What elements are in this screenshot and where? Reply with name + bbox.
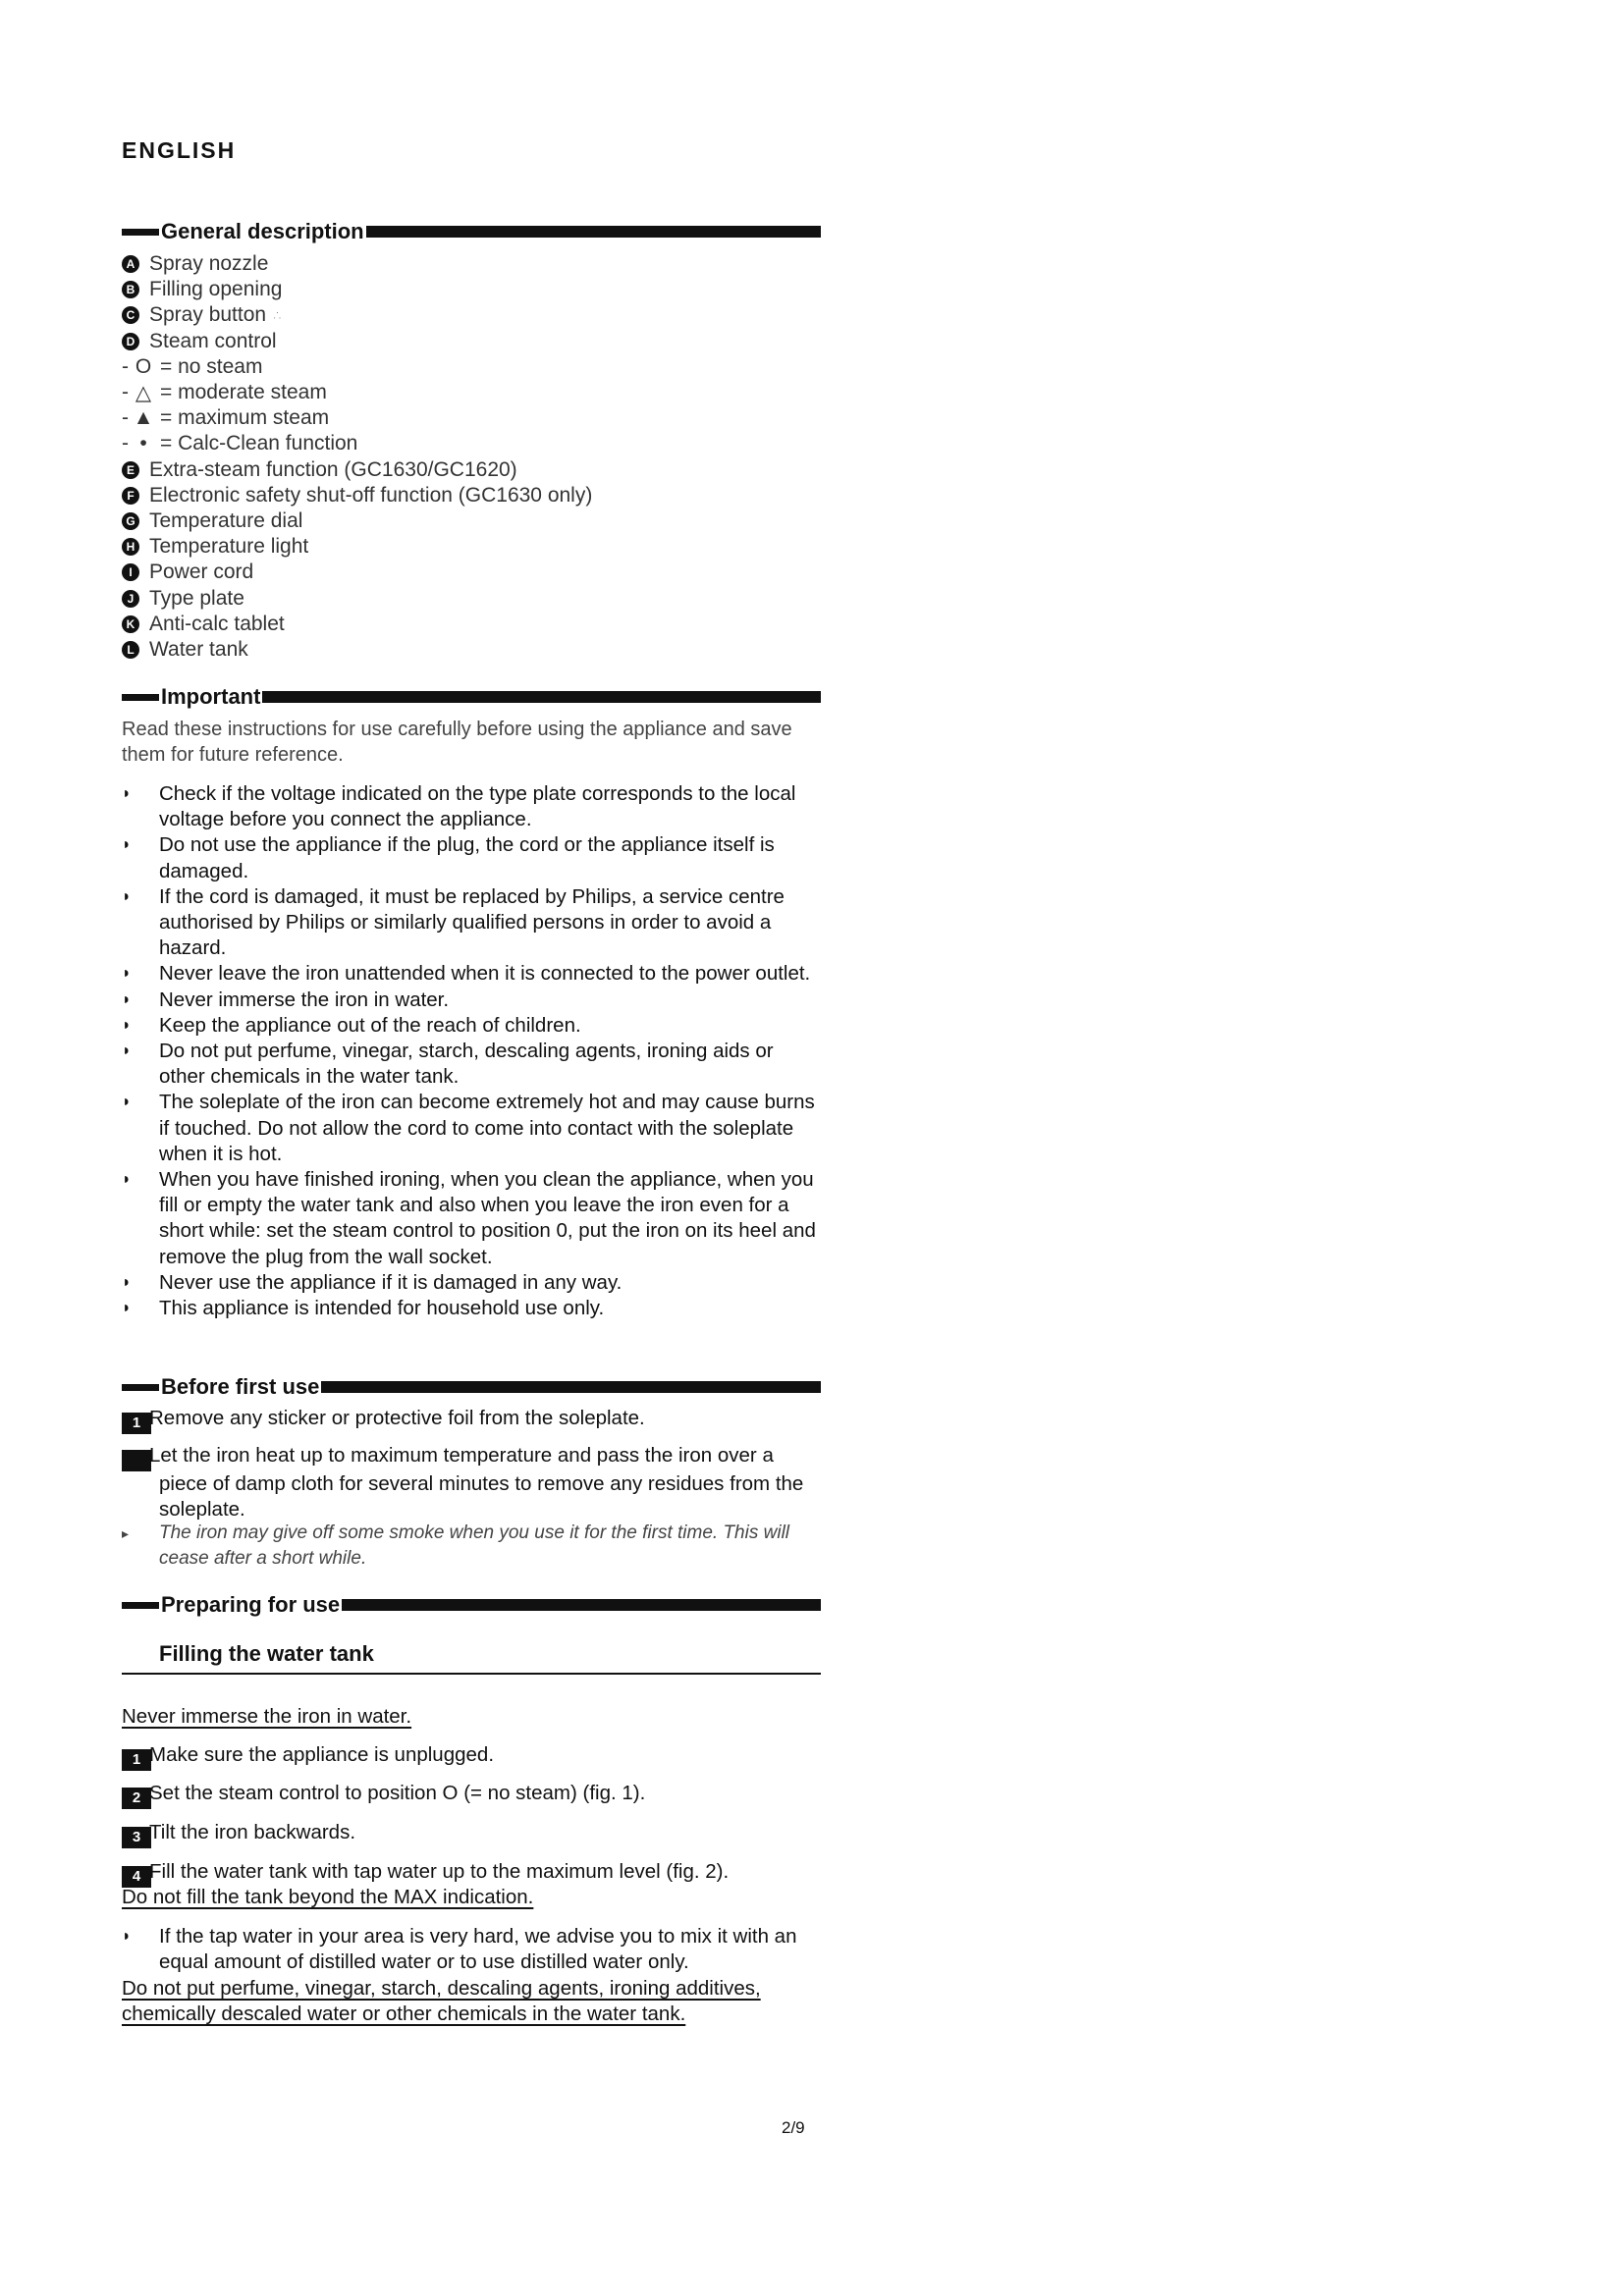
subheading-filling: Filling the water tank xyxy=(122,1639,821,1675)
moderate-steam-icon: △ xyxy=(135,381,152,404)
list-item: - O = no steam xyxy=(122,354,263,378)
step-number-icon: 4 xyxy=(122,1866,151,1888)
letter-badge-icon: F xyxy=(122,487,139,505)
list-item: ◗ This appliance is intended for household use only. xyxy=(122,1296,821,1321)
list-item: ◗ Do not use the appliance if the plug, the cord or the appliance itself is damaged. xyxy=(122,832,821,883)
tip-text: ◗ If the tap water in your area is very hard, we advise you to mix it with an equal amount of distilled water or to use distilled water only. xyxy=(122,1925,797,1973)
section-header-preparing xyxy=(122,1592,821,1618)
section-header-before-first-use xyxy=(122,1374,821,1400)
letter-badge-icon: C xyxy=(122,306,139,324)
step-item: 2 Set the steam control to position O (= no steam) (fig. 1). xyxy=(122,1781,821,1809)
list-item: ◗ Never use the appliance if it is damaged in any way. xyxy=(122,1270,821,1296)
section-header-general xyxy=(122,219,821,244)
step-number-icon: 2 xyxy=(122,1450,151,1471)
list-item: I Power cord xyxy=(122,560,829,585)
letter-badge-icon: D xyxy=(122,333,139,350)
list-item: - △ = moderate steam xyxy=(122,381,327,404)
list-item: B Filling opening xyxy=(122,277,829,302)
letter-badge-icon: B xyxy=(122,281,139,298)
list-item: G Temperature dial xyxy=(122,508,829,534)
letter-badge-icon: G xyxy=(122,512,139,530)
page-number: 2/9 xyxy=(782,2118,805,2137)
section-header-important xyxy=(122,684,821,710)
step-number-icon: 1 xyxy=(122,1413,151,1434)
maximum-steam-icon: ▲ xyxy=(133,406,154,430)
important-bullets xyxy=(122,781,821,1321)
spray-icon: ∴ xyxy=(274,306,284,323)
chemical-warning-text: Do not put perfume, vinegar, starch, descaling agents, ironing additives, chemically descaled water or other chemicals in the water tank. xyxy=(122,1977,761,2025)
note-text: ▸ The iron may give off some smoke when you use it for the first time. This will cease after a short while. xyxy=(122,1521,821,1572)
step-item: 1 Make sure the appliance is unplugged. xyxy=(122,1742,821,1771)
calc-clean-icon: • xyxy=(139,432,147,455)
no-steam-icon: O xyxy=(135,354,152,378)
step-number-icon: 1 xyxy=(122,1749,151,1771)
section-title: Before first use xyxy=(161,1374,320,1399)
list-item: - • = Calc-Clean function xyxy=(122,432,358,455)
letter-badge-icon: L xyxy=(122,641,139,659)
list-item: ◗ When you have finished ironing, when you clean the appliance, when you fill or empty the water tank and also when you leave the iron even for a short while: set the steam control to position 0, put the iron on its heel and remove the plug from the wall socket. xyxy=(122,1167,821,1270)
letter-badge-icon: H xyxy=(122,538,139,556)
letter-badge-icon: K xyxy=(122,615,139,633)
letter-badge-icon: I xyxy=(122,563,139,581)
list-item: J Type plate xyxy=(122,585,829,611)
list-item: ◗ If the cord is damaged, it must be replaced by Philips, a service centre authorised by Philips or similarly qualified persons in order to avoid a hazard. xyxy=(122,884,821,962)
bullet-icon: ◗ xyxy=(122,1928,132,1945)
list-item: E Extra-steam function (GC1630/GC1620) xyxy=(122,457,829,483)
list-item: - ▲ = maximum steam xyxy=(122,406,330,430)
step-number-icon: 2 xyxy=(122,1788,151,1809)
important-intro: Read these instructions for use carefully before using the appliance and save them for future reference. xyxy=(122,719,792,766)
letter-badge-icon: A xyxy=(122,255,139,273)
language-heading: ENGLISH xyxy=(122,137,237,163)
list-item: D Steam control xyxy=(122,329,829,354)
list-item: ◗ Never immerse the iron in water. xyxy=(122,988,821,1013)
list-item: C Spray button ∴ xyxy=(122,302,829,328)
list-item: F Electronic safety shut-off function (GC1630 only) xyxy=(122,483,829,508)
list-item: ◗ Keep the appliance out of the reach of children. xyxy=(122,1013,821,1039)
step-item: 2 Let the iron heat up to maximum temperature and pass the iron over a piece of damp cloth for several minutes to remove any residues from the soleplate. xyxy=(113,1444,804,1521)
list-item: K Anti-calc tablet xyxy=(122,612,829,637)
list-item: ◗ Do not put perfume, vinegar, starch, descaling agents, ironing aids or other chemicals in the water tank. xyxy=(122,1039,821,1090)
letter-badge-icon: E xyxy=(122,461,139,479)
max-warning-text: Do not fill the tank beyond the MAX indication. xyxy=(122,1886,534,1908)
description-list xyxy=(122,251,829,663)
letter-badge-icon: J xyxy=(122,590,139,608)
list-item: A Spray nozzle xyxy=(122,251,829,277)
step-number-icon: 3 xyxy=(122,1827,151,1848)
step-item: 3 Tilt the iron backwards. xyxy=(122,1820,821,1848)
section-title: Preparing for use xyxy=(161,1592,341,1617)
list-item: ◗ The soleplate of the iron can become extremely hot and may cause burns if touched. Do not allow the cord to come into contact with the soleplate when it is hot. xyxy=(122,1090,821,1167)
warning-text: Never immerse the iron in water. xyxy=(122,1705,412,1728)
list-item: ◗ Never leave the iron unattended when it is connected to the power outlet. xyxy=(122,961,821,987)
list-item: L Water tank xyxy=(122,637,829,663)
list-item: H Temperature light xyxy=(122,534,829,560)
step-item: 4 Fill the water tank with tap water up to the maximum level (fig. 2). xyxy=(122,1859,821,1888)
step-item: 1 Remove any sticker or protective foil from the soleplate. xyxy=(122,1406,821,1434)
list-item: ◗ Check if the voltage indicated on the type plate corresponds to the local voltage before you connect the appliance. xyxy=(122,781,821,832)
section-title: General description xyxy=(161,219,364,243)
section-title: Important xyxy=(161,684,261,709)
